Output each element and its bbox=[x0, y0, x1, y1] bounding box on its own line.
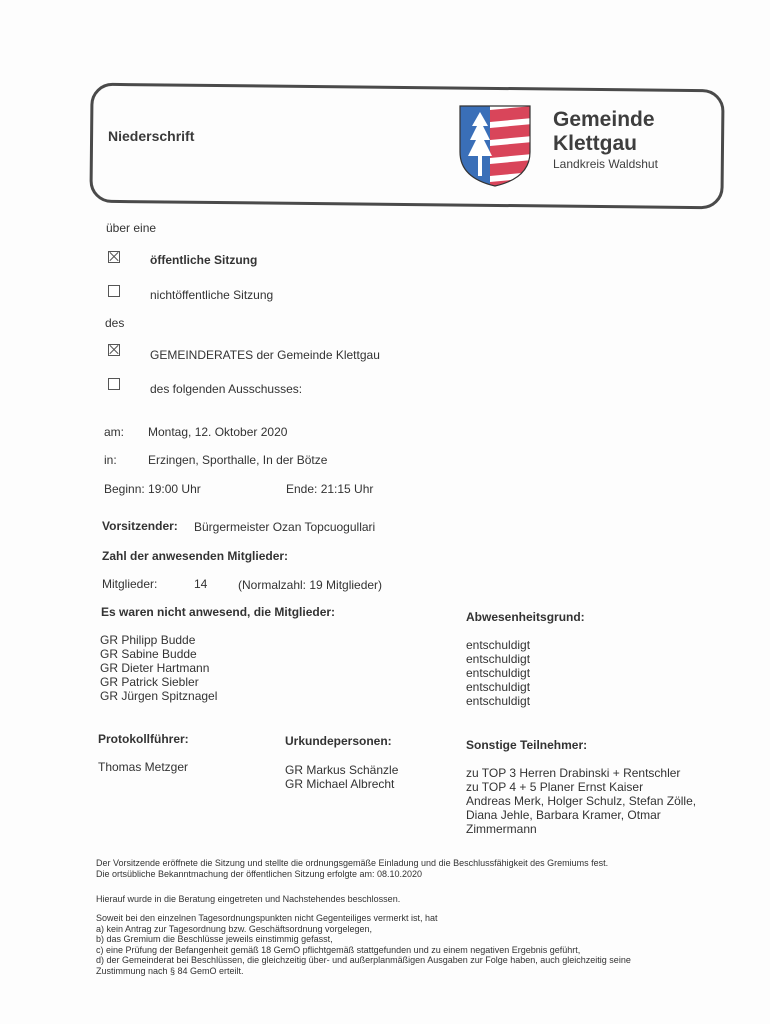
opening-line2: Die ortsübliche Bekanntmachung der öffentlichen Sitzung erfolgte am: 08.10.2020 bbox=[96, 868, 423, 879]
protokoll-heading: Protokollführer: bbox=[98, 732, 189, 746]
org-subtitle: Landkreis Waldshut bbox=[553, 157, 658, 171]
checkbox-committee bbox=[108, 378, 120, 390]
intro-text: über eine bbox=[106, 221, 157, 235]
sonstige-heading: Sonstige Teilnehmer: bbox=[466, 738, 588, 752]
list-item: GR Dieter Hartmann bbox=[100, 661, 210, 675]
document-title: Niederschrift bbox=[108, 128, 195, 144]
municipal-coat-of-arms-logo bbox=[458, 104, 532, 188]
list-item: GR Michael Albrecht bbox=[285, 777, 395, 791]
list-item: Zustimmung nach § 84 GemO erteilt. bbox=[96, 965, 244, 976]
absent-heading: Es waren nicht anwesend, die Mitglieder: bbox=[101, 605, 336, 619]
list-item: d) der Gemeinderat bei Beschlüssen, die gleichzeitig über- und außerplanmäßigen Ausgaben zur Folge haben, auch gleichzeitig seine bbox=[96, 955, 631, 965]
list-item: a) kein Antrag zur Tagesordnung bzw. Geschäftsordnung vorgelegen, bbox=[96, 923, 373, 934]
opening-line1: Der Vorsitzende eröffnete die Sitzung und stellte die ordnungsgemäße Einladung und die Beschlussfähigkeit des Gremiums fest. bbox=[96, 858, 609, 868]
date-label: am: bbox=[104, 425, 125, 439]
sonstige-list bbox=[466, 766, 696, 836]
list-item: entschuldigt bbox=[466, 694, 531, 708]
members-normal: (Normalzahl: 19 Mitglieder) bbox=[238, 578, 383, 592]
label-council: GEMEINDERATES der Gemeinde Klettgau bbox=[150, 348, 380, 362]
protokoll-name: Thomas Metzger bbox=[98, 760, 189, 774]
notes-paragraph bbox=[96, 913, 631, 976]
org-name-line1: Gemeinde bbox=[553, 108, 655, 131]
list-item: GR Philipp Budde bbox=[100, 633, 196, 647]
chair-value: Bürgermeister Ozan Topcuogullari bbox=[194, 520, 376, 534]
list-item: zu TOP 3 Herren Drabinski + Rentschler bbox=[466, 766, 681, 780]
label-public-session: öffentliche Sitzung bbox=[150, 253, 258, 267]
notes-intro: Soweit bei den einzelnen Tagesordnungspunkten nicht Gegenteiliges vermerkt ist, hat bbox=[96, 913, 438, 923]
list-item: GR Markus Schänzle bbox=[285, 763, 399, 777]
list-item: c) eine Prüfung der Befangenheit gemäß 18 GemO pflichtgemäß stattgefunden und zu einem negativen Ergebnis geführt, bbox=[96, 944, 581, 955]
checkbox-nonpublic-session bbox=[108, 285, 120, 297]
label-committee: des folgenden Ausschusses: bbox=[150, 382, 303, 396]
absent-names-list bbox=[100, 633, 217, 703]
begin-time: Beginn: 19:00 Uhr bbox=[104, 482, 201, 496]
urkunden-list bbox=[285, 763, 398, 791]
list-item: Zimmermann bbox=[466, 822, 537, 836]
absent-reasons-list bbox=[466, 638, 530, 708]
org-name bbox=[553, 108, 655, 156]
checkbox-council bbox=[108, 344, 120, 356]
org-name-line2: Klettgau bbox=[553, 132, 637, 155]
list-item: zu TOP 4 + 5 Planer Ernst Kaiser bbox=[466, 780, 644, 794]
list-item: Diana Jehle, Barbara Kramer, Otmar bbox=[466, 808, 661, 822]
list-item: b) das Gremium die Beschlüsse jeweils einstimmig gefasst, bbox=[96, 934, 333, 944]
list-item: entschuldigt bbox=[466, 638, 531, 652]
list-item: entschuldigt bbox=[466, 680, 531, 694]
list-item: GR Sabine Budde bbox=[100, 647, 197, 661]
list-item: Andreas Merk, Holger Schulz, Stefan Zölle, bbox=[466, 794, 697, 808]
chair-label: Vorsitzender: bbox=[102, 519, 178, 533]
place-value: Erzingen, Sporthalle, In der Bötze bbox=[148, 453, 328, 467]
list-item: entschuldigt bbox=[466, 666, 531, 680]
end-time: Ende: 21:15 Uhr bbox=[286, 482, 374, 496]
des-text: des bbox=[105, 316, 125, 330]
opening-paragraph bbox=[96, 858, 608, 879]
label-nonpublic-session: nichtöffentliche Sitzung bbox=[150, 288, 274, 302]
members-heading: Zahl der anwesenden Mitglieder: bbox=[102, 549, 289, 563]
list-item: entschuldigt bbox=[466, 652, 531, 666]
members-count: 14 bbox=[194, 577, 208, 591]
deliberation-paragraph: Hierauf wurde in die Beratung eingetreten und Nachstehendes beschlossen. bbox=[96, 894, 401, 904]
members-label: Mitglieder: bbox=[102, 577, 158, 591]
list-item: GR Jürgen Spitznagel bbox=[100, 689, 218, 703]
urkunden-heading: Urkundepersonen: bbox=[285, 734, 392, 748]
list-item: GR Patrick Siebler bbox=[100, 675, 199, 689]
checkbox-public-session bbox=[108, 251, 120, 263]
absent-reason-heading: Abwesenheitsgrund: bbox=[466, 610, 585, 624]
date-value: Montag, 12. Oktober 2020 bbox=[148, 425, 288, 439]
place-label: in: bbox=[104, 453, 117, 467]
